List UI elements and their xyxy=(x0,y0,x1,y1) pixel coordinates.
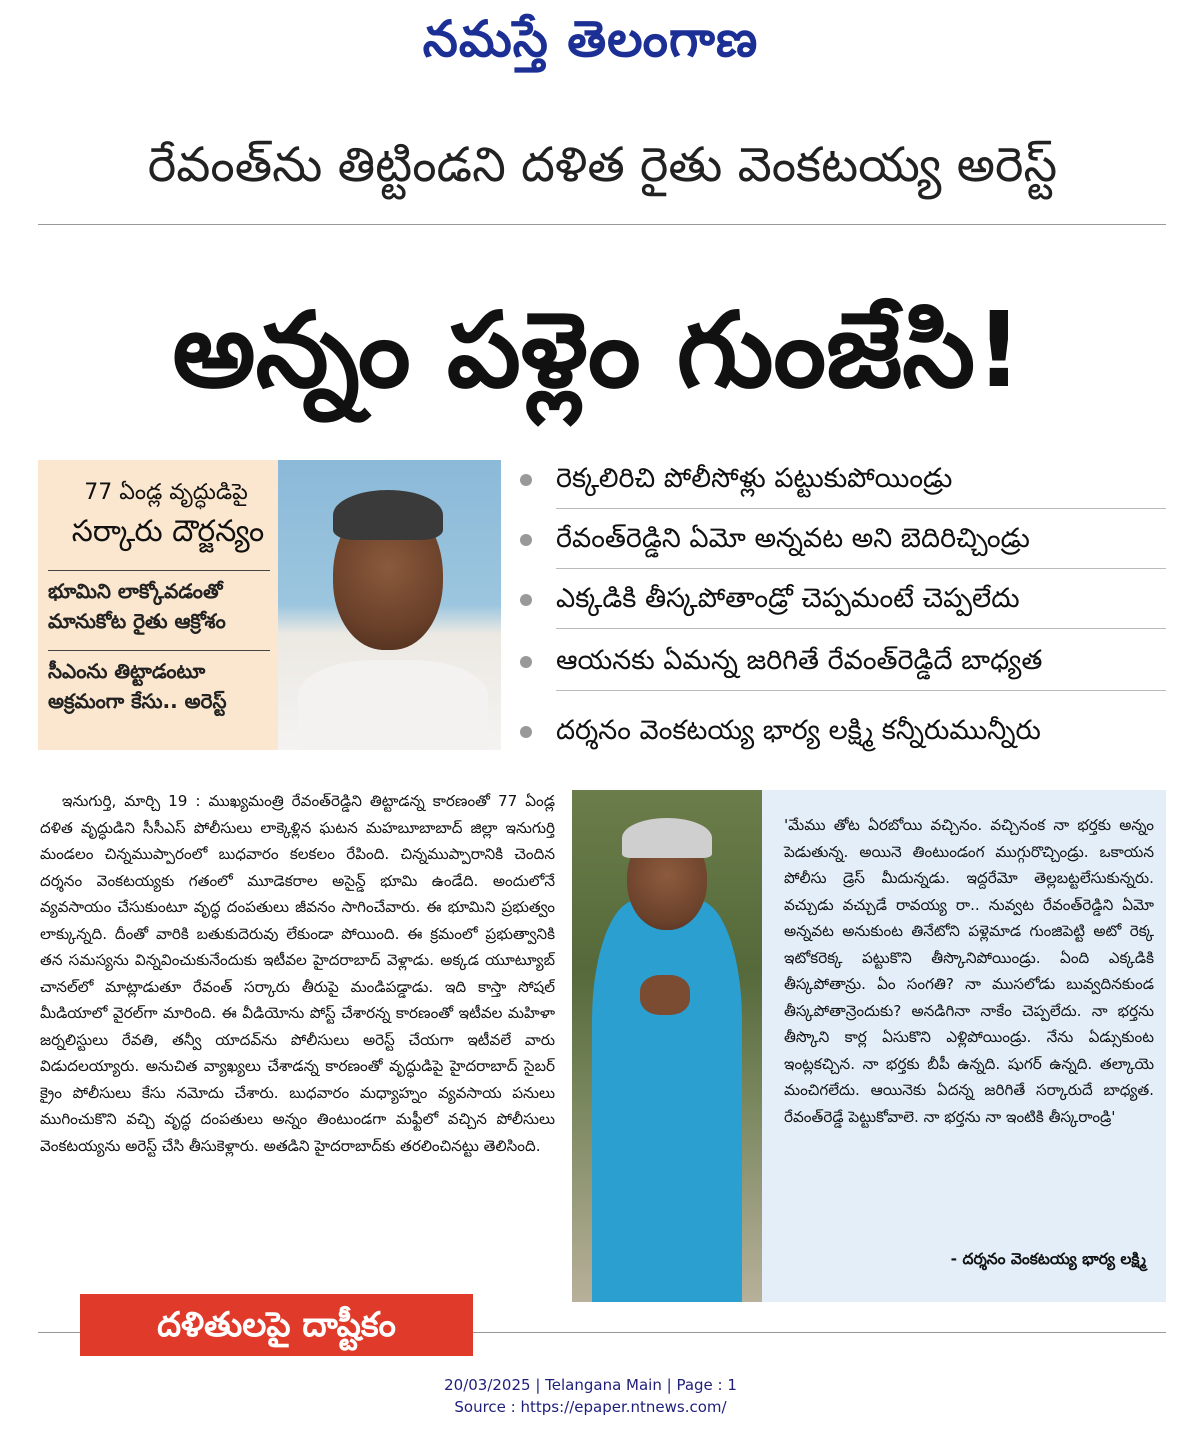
bullet-text: రెక్కలిరిచి పోలీసోళ్లు పట్టుకుపోయిండ్రు xyxy=(556,463,953,494)
info-box xyxy=(38,460,501,750)
info-divider-2 xyxy=(48,650,270,651)
bullet-item xyxy=(520,640,1165,690)
bullet-text: దర్శనం వెంకటయ్య భార్య లక్ష్మి కన్నీరుమున్నీరు xyxy=(556,715,1041,746)
wife-hands xyxy=(640,975,690,1015)
masthead-logo: నమస్తే తెలంగాణ xyxy=(422,9,759,68)
wife-hair xyxy=(622,818,712,858)
info-sub-1: భూమిని లాక్కోవడంతో మానుకోట రైతు ఆక్రోశం xyxy=(48,579,226,633)
quote-text: 'మేము తోట ఏరబోయి వచ్చినం. వచ్చినంక నా భర్తకు అన్నం పెడుతున్న. అయినె తింటుండంగ ముగ్గురొచ్చిండ్రు. ఒకాయన పోలీసు డ్రెస్ మీదున్నడు. ఇద్దరేమో తెల్లబట్టలేసుకున్నరు. వచ్చుడు వచ్చుడే రావయ్య రా.. నువ్వట రేవంత్‌రెడ్డిని ఏమో అన్నవట అనుకుంట తినేటోని పళ్లెమాడ గుంజిపెట్టి అటో రెక్క ఇటోకరెక్క పట్టుకొని తీస్కొనిపోయిండ్రు. ఏంది ఎక్కడికి తీస్కపోతాన్రు. ఏం సంగతి? నా ముసలోడు బువ్వదినకుండ తీస్కపోతాన్రెందుకు? అనడిగినా నాకేం చెప్పలేదు. నా భర్తను తీస్కొని కార్ల ఏసుకొని ఎళ్లిపోయిండ్రు. నేను ఏడ్సుకుంట ఇంట్లకచ్చిన. నా భర్తకు బీపీ ఉన్నది. షుగర్ ఉన్నది. తల్కాయె మంచిగలేదు. ఆయినెకు ఏదన్న జరిగితే సర్కారుదే బాధ్యత. రేవంత్‌రెడ్డే పెట్టుకోవాలె. నా భర్తను నా ఇంటికి తీస్కరాండ్రి' xyxy=(784,816,1154,1126)
quote-box xyxy=(762,790,1166,1302)
bullet-item xyxy=(520,578,1165,628)
bullet-dot-icon xyxy=(520,474,532,486)
bullet-dot-icon xyxy=(520,594,532,606)
bullet-text: రేవంత్‌రెడ్డిని ఏమో అన్నవట అని బెదిరిచ్చిండ్రు xyxy=(556,523,1030,554)
bullet-item xyxy=(520,518,1165,568)
bullet-text: ఆయనకు ఏమన్న జరిగితే రేవంత్‌రెడ్డిదే బాధ్యత xyxy=(556,645,1043,676)
main-headline: అన్నం పళ్లెం గుంజేసి! xyxy=(172,289,1023,411)
bullet-dot-icon xyxy=(520,726,532,738)
bullet-text: ఎక్కడికి తీస్కపోతాండ్రో చెప్పమంటే చెప్పలేదు xyxy=(556,583,1020,614)
wife-photo xyxy=(572,790,762,1302)
info-main-line: సర్కారు దౌర్జన్యం xyxy=(71,514,265,549)
bullet-rule xyxy=(556,690,1166,691)
bullet-rule xyxy=(556,628,1166,629)
bullet-dot-icon xyxy=(520,534,532,546)
quote-attribution: - దర్శనం వెంకటయ్య భార్య లక్ష్మి xyxy=(950,1250,1146,1268)
wife-sari xyxy=(592,900,742,1302)
bullet-item xyxy=(520,710,1165,760)
farmer-photo xyxy=(278,460,501,750)
info-divider-1 xyxy=(48,570,270,571)
footer-source-link[interactable]: Source : https://epaper.ntnews.com/ xyxy=(454,1398,727,1416)
info-sub-2: సీఎంను తిట్టాడంటూ అక్రమంగా కేసు.. అరెస్ట్ xyxy=(48,659,227,713)
kicker-rule xyxy=(38,224,1166,225)
bullet-dot-icon xyxy=(520,656,532,668)
farmer-hair xyxy=(333,490,443,540)
bottom-rule xyxy=(38,1332,80,1333)
bullet-rule xyxy=(556,508,1166,509)
section-banner: దళితులపై దాష్టీకం xyxy=(80,1294,473,1356)
article-body: ఇనుగుర్తి, మార్చి 19 : ముఖ్యమంత్రి రేవంత్‌రెడ్డిని తిట్టాడన్న కారణంతో 77 ఏండ్ల దళిత వృద్ధుడిని సీసీఎస్ పోలీసులు లాక్కెళ్లిన ఘటన మహబూబాబాద్ జిల్లా ఇనుగుర్తి మండలం చిన్నముప్పారంలో బుధవారం కలకలం రేపింది. చిన్నముప్పారానికి చెందిన దర్శనం వెంకటయ్యకు గతంలో మూడెకరాల అసైన్డ్ భూమి ఉండేది. అందులోనే వ్యవసాయం చేసుకుంటూ వృద్ధ దంపతులు జీవనం సాగించేవారు. ఈ భూమిని ప్రభుత్వం లాక్కున్నది. దీంతో వారికి బతుకుదెరువు లేకుండా పోయింది. ఈ క్రమంలో ప్రభుత్వానికి తన సమస్యను విన్నవించుకునేందుకు ఇటీవల హైదరాబాద్ వెళ్లాడు. అక్కడ యూట్యూబ్ చానల్‌లో మాట్లాడుతూ రేవంత్ సర్కారు తీరుపై మండిపడ్డాడు. ఇది కాస్తా సోషల్ మీడియాలో వైరల్‌గా మారింది. ఈ వీడియోను పోస్ట్ చేశారన్న కారణంతో ఇటీవల మహిళా జర్నలిస్టులు రేవతి, తన్వీ యాదవ్‌ను పోలీసులు అరెస్ట్ చేయగా ఇటీవలే వారు విడుదలయ్యారు. అనుచిత వ్యాఖ్యలు చేశాడన్న కారణంతో వృద్ధుడిపై హైదరాబాద్ సైబర్ క్రైం పోలీసులు కేసు నమోదు చేశారు. బుధవారం మధ్యాహ్నం వ్యవసాయ పనులు ముగించుకొని వచ్చి వృద్ధ దంపతులు అన్నం తింటుండగా మఫ్టీలో వచ్చిన పోలీసులు వెంకటయ్యను అరెస్ట్ చేసి తీసుకెళ్లారు. అతడిని హైదరాబాద్‌కు తరలించినట్టు తెలిసింది. xyxy=(40,792,555,1155)
info-age-line: 77 ఏండ్ల వృద్ధుడిపై xyxy=(84,480,248,505)
farmer-shirt xyxy=(298,660,488,750)
footer-date-line: 20/03/2025 | Telangana Main | Page : 1 xyxy=(444,1376,737,1394)
bottom-rule-right xyxy=(473,1332,1166,1333)
bullet-rule xyxy=(556,568,1166,569)
bullet-item xyxy=(520,458,1165,508)
kicker-headline: రేవంత్‌ను తిట్టిండని దళిత రైతు వెంకటయ్య అరెస్ట్ xyxy=(147,137,1058,193)
